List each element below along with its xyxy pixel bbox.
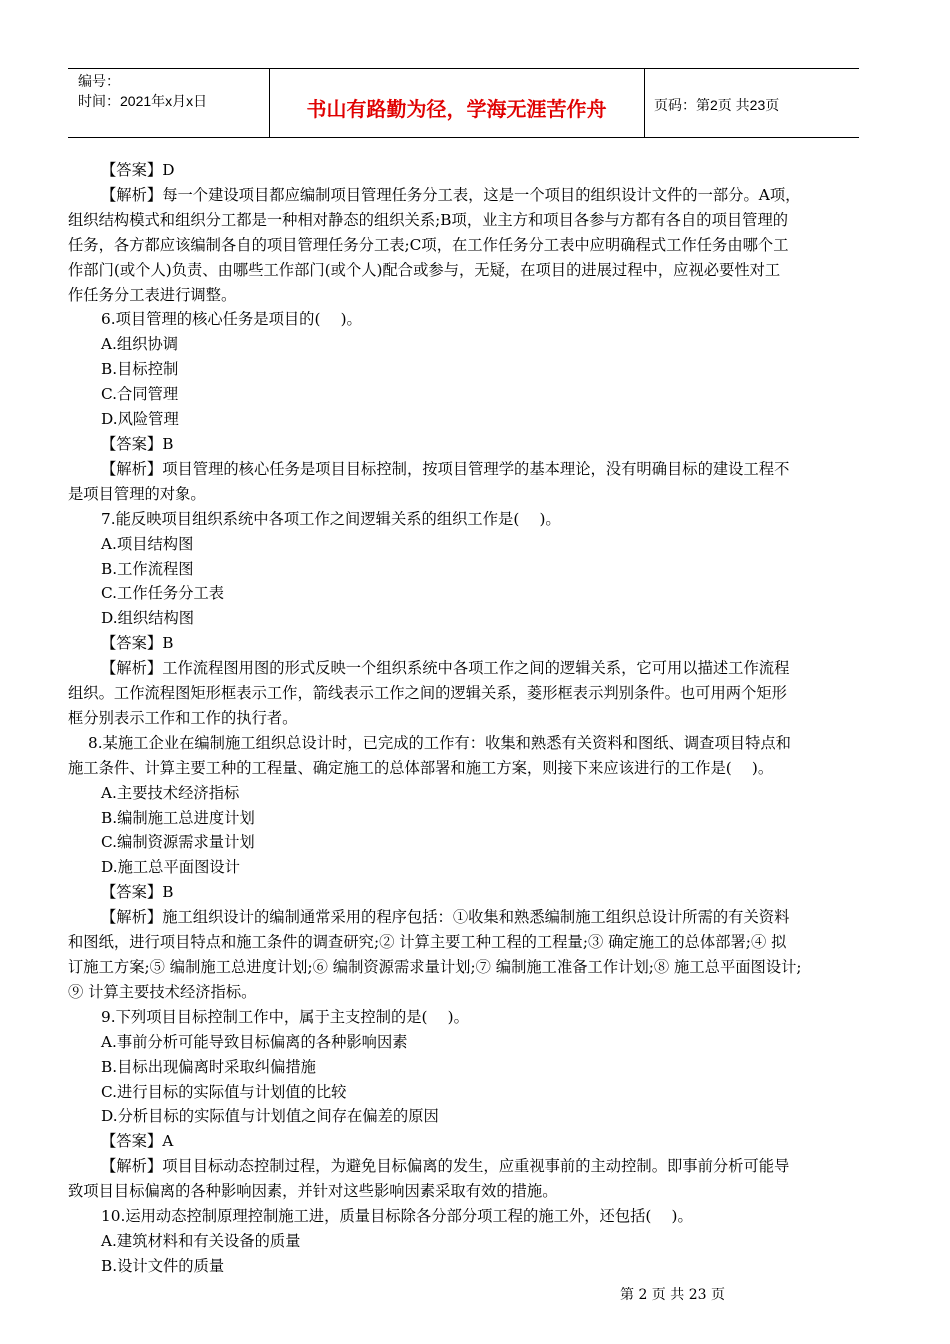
- header-motto-cell: [269, 69, 645, 137]
- text-line: B.工作流程图: [101, 559, 194, 578]
- text-line: C.工作任务分工表: [101, 584, 225, 603]
- text-line: B.目标出现偏离时采取纠偏措施: [101, 1057, 316, 1076]
- text-line: 【解析】项目目标动态控制过程，为避免目标偏离的发生，应重视事前的主动控制。即事前分析可能导: [101, 1157, 790, 1176]
- text-line: 6.项目管理的核心任务是项目的( )。: [101, 310, 362, 329]
- text-line: 10.运用动态控制原理控制施工进，质量目标除各分部分项工程的施工外，还包括( )。: [101, 1207, 693, 1226]
- text-line: 和图纸，进行项目特点和施工条件的调查研究;② 计算主要工种工程的工程量;③ 确定施工的总体部署;④ 拟: [68, 933, 787, 952]
- text-line: A.事前分析可能导致目标偏离的各种影响因素: [101, 1032, 408, 1051]
- text-line: D.分析目标的实际值与计划值之间存在偏差的原因: [101, 1107, 439, 1126]
- text-line: 组织结构模式和组织分工都是一种相对静态的组织关系;B项，业主方和项目各参与方都有各自的项目管理的: [68, 210, 789, 229]
- text-line: 9.下列项目目标控制工作中，属于主支控制的是( )。: [101, 1007, 469, 1026]
- text-line: A.主要技术经济指标: [101, 783, 240, 802]
- text-line: 是项目管理的对象。: [68, 484, 206, 503]
- text-line: 【解析】每一个建设项目都应编制项目管理任务分工表，这是一个项目的组织设计文件的一部分。A项，: [101, 185, 801, 204]
- text-line: 【解析】工作流程图用图的形式反映一个组织系统中各项工作之间的逻辑关系，它可用以描述工作流程: [101, 659, 790, 678]
- text-line: A.项目结构图: [101, 534, 194, 553]
- text-line: C.合同管理: [101, 385, 179, 404]
- header-meta-cell: [68, 69, 270, 137]
- text-line: 7.能反映项目组织系统中各项工作之间逻辑关系的组织工作是( )。: [101, 509, 561, 528]
- text-line: 任务，各方都应该编制各自的项目管理任务分工表;C项，在工作任务分工表中应明确程式工作任务由哪个工: [68, 235, 789, 254]
- text-line: A.建筑材料和有关设备的质量: [101, 1231, 301, 1250]
- text-line: 订施工方案;⑤ 编制施工总进度计划;⑥ 编制资源需求量计划;⑦ 编制施工准备工作计划;⑧ 施工总平面图设计;: [68, 958, 802, 976]
- text-line: 组织。工作流程图矩形框表示工作，箭线表示工作之间的逻辑关系，菱形框表示判别条件。也可用两个矩形: [68, 684, 787, 703]
- text-line: 框分别表示工作和工作的执行者。: [68, 708, 298, 727]
- text-line: 【答案】A: [101, 1132, 174, 1151]
- text-line: D.施工总平面图设计: [101, 858, 240, 877]
- text-line: 【答案】D: [101, 161, 175, 179]
- text-line: D.风险管理: [101, 410, 179, 429]
- text-line: B.设计文件的质量: [101, 1256, 225, 1275]
- document-time-label: 时间：2021年x月x日: [78, 93, 208, 109]
- text-line: D.组织结构图: [101, 609, 195, 628]
- text-line: 【解析】项目管理的核心任务是项目目标控制，按项目管理学的基本理论，没有明确目标的建设工程不: [101, 459, 790, 478]
- text-line: 施工条件、计算主要工种的工程量、确定施工的总体部署和施工方案，则接下来应该进行的工作是( )。: [68, 758, 774, 777]
- text-line: C.进行目标的实际值与计划值的比较: [101, 1082, 347, 1101]
- text-line: 作部门(或个人)负责、由哪些工作部门(或个人)配合或参与，无疑，在项目的进展过程中，应视必要性对工: [68, 260, 781, 279]
- text-line: C.编制资源需求量计划: [101, 833, 255, 852]
- text-line: A.组织协调: [101, 335, 179, 354]
- page-footer: 第 2 页 共 23 页: [620, 1287, 725, 1303]
- page-header: [68, 68, 859, 138]
- header-page-number: 页码：第2页 共23页: [654, 97, 780, 113]
- text-line: 【解析】施工组织设计的编制通常采用的程序包括：①收集和熟悉编制施工组织总设计所需的有关资料: [101, 908, 790, 927]
- text-line: 【答案】B: [101, 634, 174, 653]
- text-line: 作任务分工表进行调整。: [68, 285, 237, 304]
- document-body: [68, 158, 868, 1279]
- text-line: ⑨ 计算主要技术经济指标。: [68, 982, 257, 1001]
- text-line: 8.某施工企业在编制施工组织总设计时，已完成的工作有：收集和熟悉有关资料和图纸、调查项目特点和: [88, 733, 791, 752]
- header-page-cell: [644, 69, 859, 137]
- header-motto: 书山有路勤为径，学海无涯苦作舟: [306, 97, 607, 121]
- text-line: 【答案】B: [101, 883, 174, 902]
- text-line: 致项目目标偏离的各种影响因素，并针对这些影响因素采取有效的措施。: [68, 1182, 558, 1201]
- text-line: 【答案】B: [101, 434, 174, 453]
- text-line: B.编制施工总进度计划: [101, 808, 255, 827]
- document-id-label: 编号：: [78, 73, 120, 89]
- text-line: B.目标控制: [101, 360, 179, 379]
